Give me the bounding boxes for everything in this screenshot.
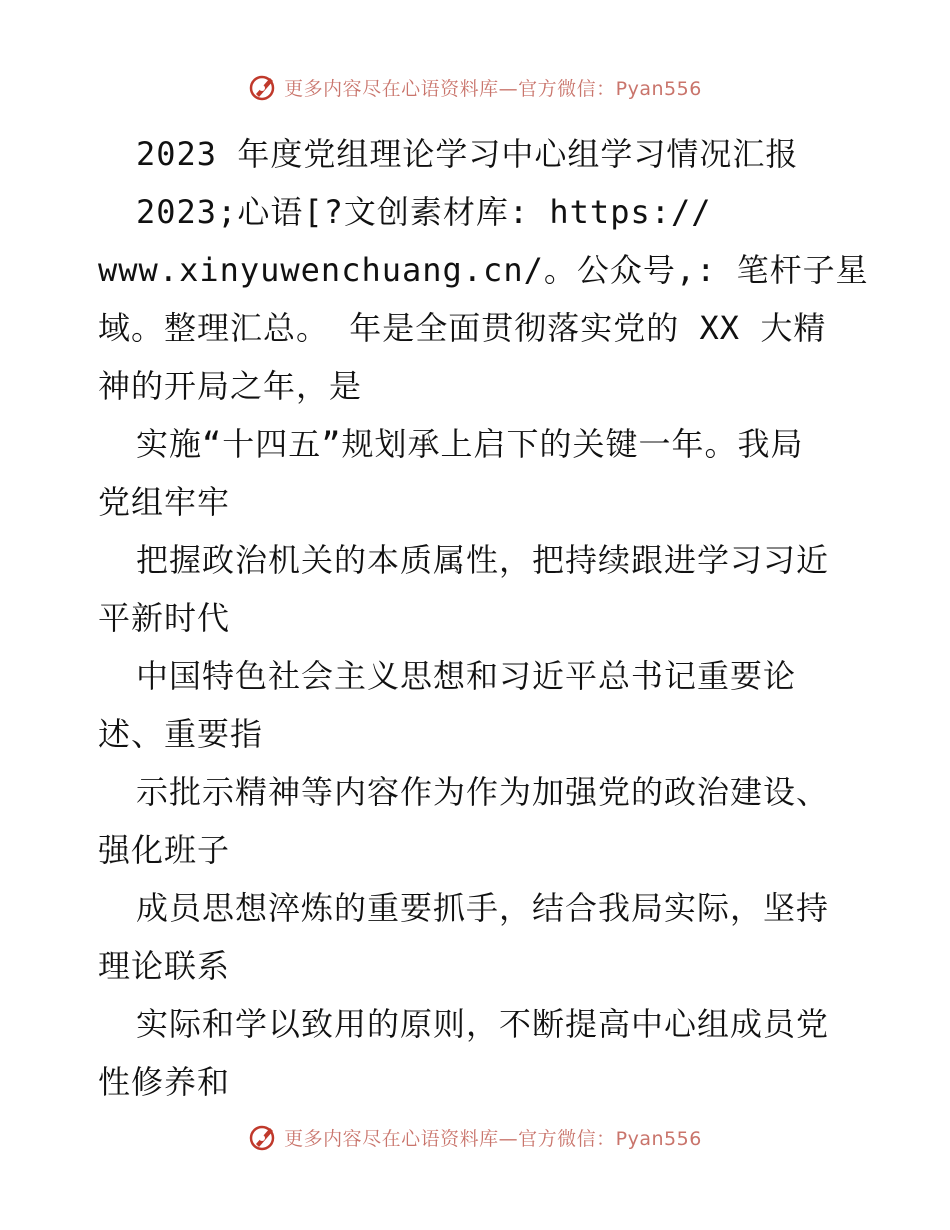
- header-banner-text: 更多内容尽在心语资料库—官方微信：Pyan556: [284, 77, 702, 100]
- footer-watermark-banner: [0, 1122, 950, 1152]
- document-line: 把握政治机关的本质属性，把持续跟进学习习近: [136, 541, 830, 579]
- document-line: 2023;心语[?文创素材库: https://: [136, 193, 712, 231]
- document-line: 中国特色社会主义思想和习近平总书记重要论: [136, 657, 797, 695]
- document-line: 党组牢牢: [98, 483, 231, 521]
- pen-circle-logo-icon: [248, 1122, 278, 1152]
- document-line: 成员思想淬炼的重要抓手，结合我局实际，坚持: [136, 889, 830, 927]
- document-line: 示批示精神等内容作为作为加强党的政治建设、: [136, 773, 830, 811]
- document-line: 神的开局之年，是: [98, 367, 363, 405]
- document-line: 强化班子: [98, 831, 231, 869]
- document-line: 述、重要指: [98, 715, 264, 753]
- document-line: 域。整理汇总。 年是全面贯彻落实党的 XX 大精: [98, 309, 827, 347]
- document-line: 实际和学以致用的原则，不断提高中心组成员党: [136, 1005, 830, 1043]
- document-line: 性修养和: [98, 1063, 231, 1101]
- document-line: 理论联系: [98, 947, 231, 985]
- document-body: [98, 125, 869, 1111]
- footer-banner-text: 更多内容尽在心语资料库—官方微信：Pyan556: [284, 1127, 702, 1150]
- document-line: 平新时代: [98, 599, 231, 637]
- header-watermark-banner: [0, 72, 950, 102]
- document-line: 实施“十四五”规划承上启下的关键一年。我局: [136, 425, 804, 463]
- pen-circle-logo-icon: [248, 72, 278, 102]
- document-line: www.xinyuwenchuang.cn/。公众号,: 笔杆子星: [98, 251, 869, 289]
- document-title: 2023 年度党组理论学习中心组学习情况汇报: [136, 135, 799, 173]
